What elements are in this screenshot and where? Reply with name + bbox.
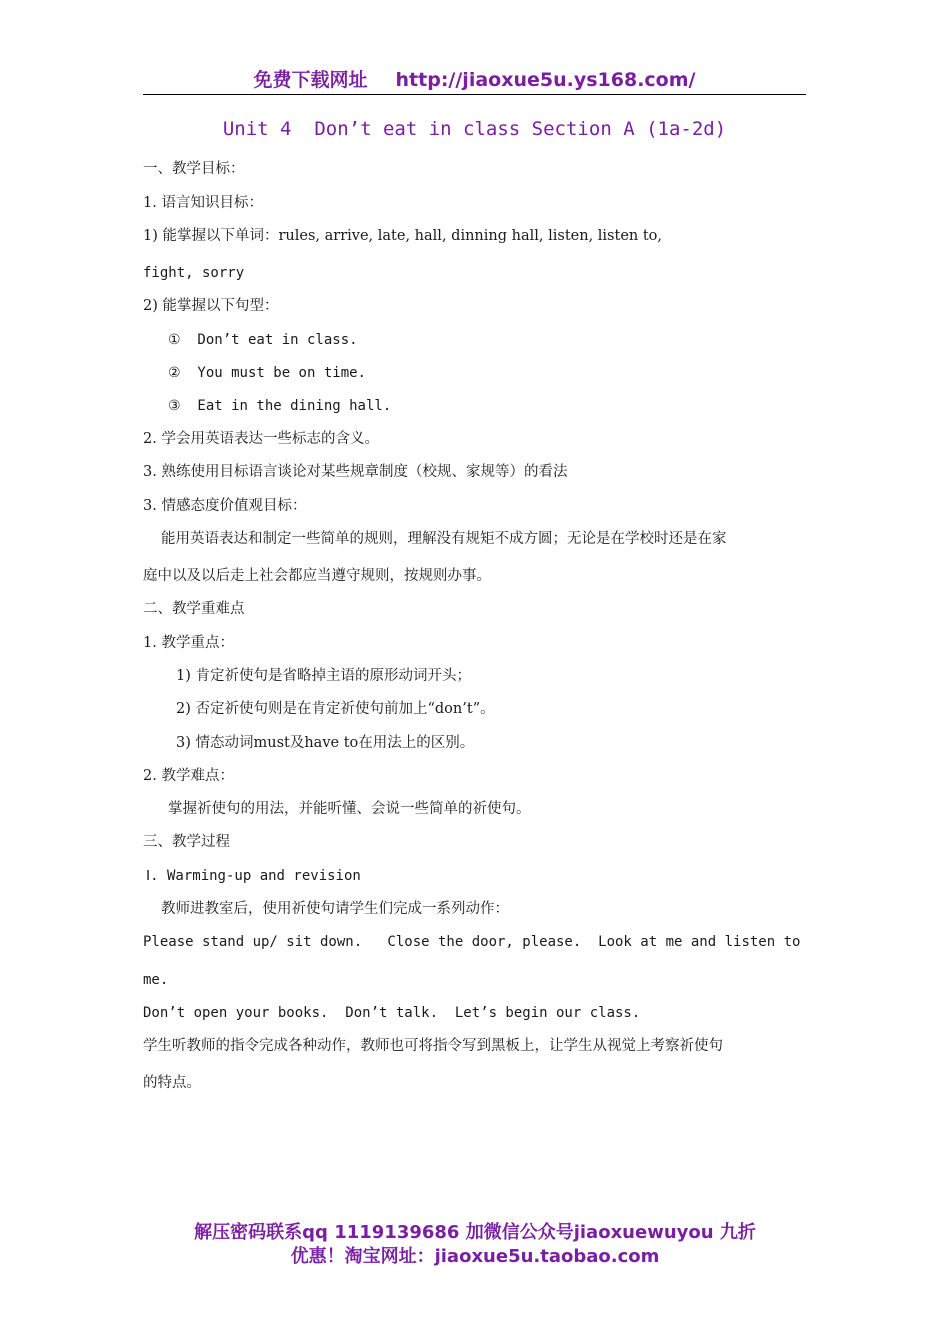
subsection-heading: 3. 情感态度价值观目标： (143, 498, 307, 514)
document-title: Unit 4 Don’t eat in class Section A (1a-2d) (222, 118, 727, 140)
page-header (143, 66, 806, 95)
sentence-pattern-item: ③ Eat in the dining hall. (168, 398, 392, 414)
paragraph-line: 能用英语表达和制定一些简单的规则，理解没有规矩不成方圆；无论是在学校时还是在家 (161, 531, 727, 547)
key-point-item: 3) 情态动词must及have to在用法上的区别。 (176, 735, 475, 751)
english-instruction-line: me. (143, 972, 169, 988)
vocab-line-continued: fight, sorry (143, 265, 245, 281)
vocab-line: 1) 能掌握以下单词：rules, arrive, late, hall, dinning hall, listen, listen to, (143, 228, 663, 244)
objective-line: 3. 熟练使用目标语言谈论对某些规章制度（校规、家规等）的看法 (143, 464, 568, 480)
paragraph-line: 学生听教师的指令完成各种动作，教师也可将指令写到黑板上，让学生从视觉上考察祈使句 (143, 1038, 723, 1054)
section-heading: 三、教学过程 (143, 834, 230, 850)
header-site-label: 免费下载网址 (253, 69, 368, 91)
english-instruction-line: Please stand up/ sit down. Close the door, please. Look at me and listen to (143, 934, 801, 950)
subsection-heading: 2. 教学难点： (143, 768, 234, 784)
paragraph-line: 教师进教室后，使用祈使句请学生们完成一系列动作： (161, 901, 509, 917)
paragraph-line: 庭中以及以后走上社会都应当遵守规则，按规则办事。 (143, 568, 491, 584)
subsection-heading: 1. 教学重点： (143, 635, 234, 651)
paragraph-line: 的特点。 (143, 1075, 201, 1091)
paragraph-line: 掌握祈使句的用法，并能听懂、会说一些简单的祈使句。 (168, 801, 531, 817)
step-heading: Ⅰ. Warming-up and revision (146, 868, 361, 884)
key-point-item: 1) 肯定祈使句是省略掉主语的原形动词开头； (176, 668, 471, 684)
sentence-pattern-item: ② You must be on time. (168, 365, 366, 381)
header-url-link[interactable]: http://jiaoxue5u.ys168.com/ (395, 69, 696, 91)
section-heading: 一、教学目标： (143, 161, 245, 177)
footer-line-1: 解压密码联系qq 1119139686 加微信公众号jiaoxuewuyou 九折 (194, 1222, 756, 1243)
subsection-heading: 1. 语言知识目标： (143, 195, 263, 211)
footer-line-2: 优惠！淘宝网址：jiaoxue5u.taobao.com (290, 1246, 660, 1267)
sentence-pattern-heading: 2) 能掌握以下句型： (143, 298, 279, 314)
objective-line: 2. 学会用英语表达一些标志的含义。 (143, 431, 379, 447)
sentence-pattern-item: ① Don’t eat in class. (168, 332, 358, 348)
english-instruction-line: Don’t open your books. Don’t talk. Let’s begin our class. (143, 1005, 641, 1021)
section-heading: 二、教学重难点 (143, 601, 245, 617)
key-point-item: 2) 否定祈使句则是在肯定祈使句前加上“don’t”。 (176, 701, 495, 717)
